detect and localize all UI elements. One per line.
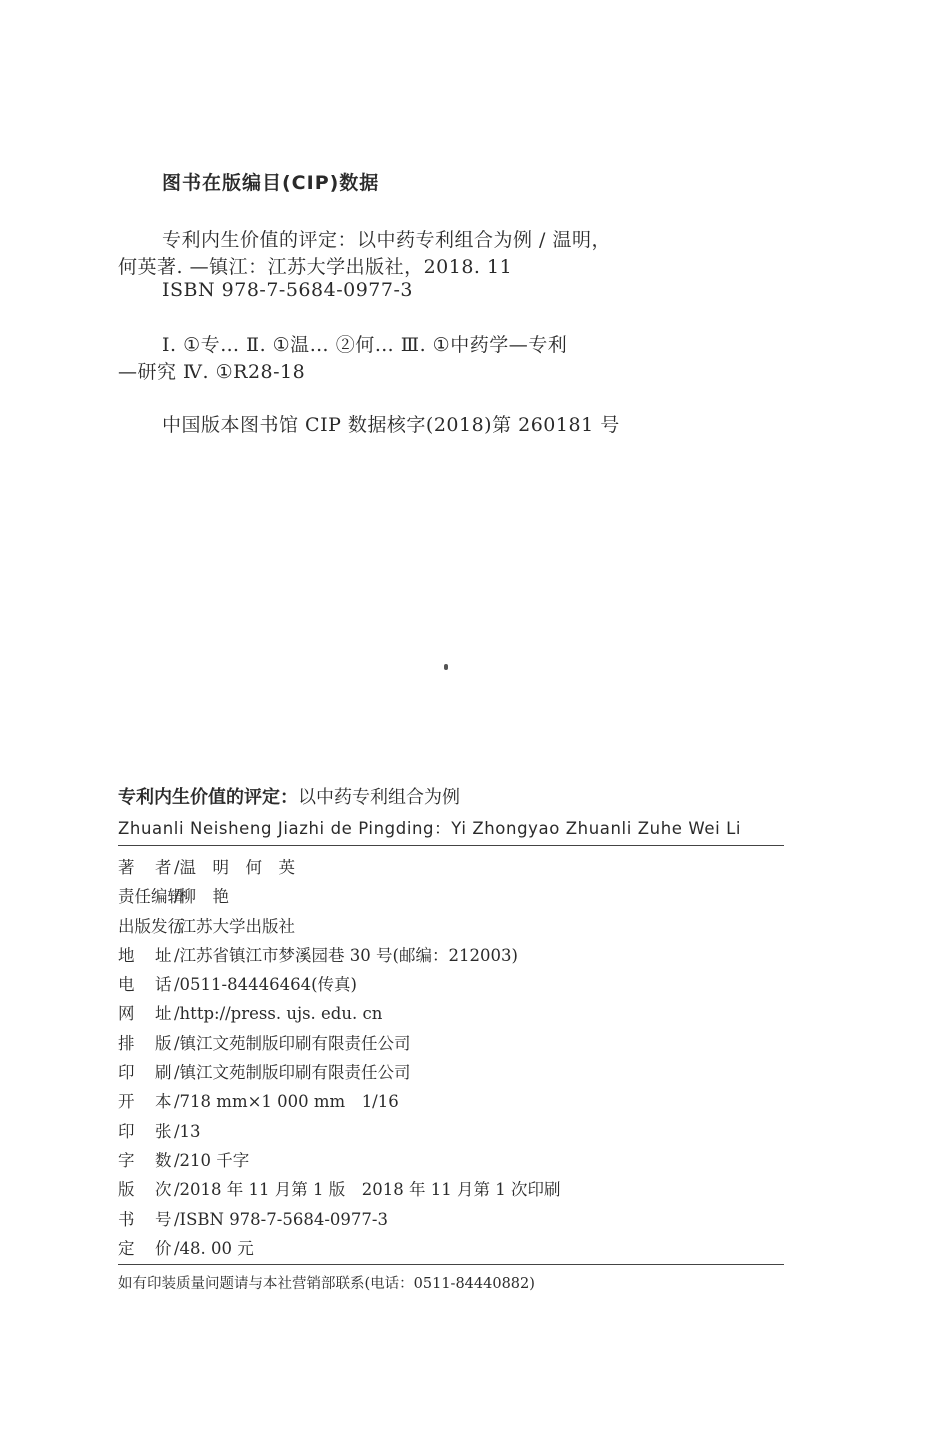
info-value: /48. 00 元 — [174, 1238, 254, 1258]
divider-bottom — [118, 1264, 784, 1265]
info-label: 排 版 — [118, 1033, 174, 1053]
info-label: 版 次 — [118, 1180, 174, 1200]
cip-line-isbn: ISBN 978-7-5684-0977-3 — [162, 279, 413, 301]
cip-line-title: 专利内生价值的评定：以中药专利组合为例 / 温明， — [162, 229, 611, 251]
info-value: /2018 年 11 月第 1 版 2018 年 11 月第 1 次印刷 — [174, 1180, 561, 1200]
info-row-phone — [118, 970, 784, 999]
info-label: 网 址 — [118, 1004, 174, 1024]
info-value: /镇江文苑制版印刷有限责任公司 — [174, 1033, 411, 1053]
info-label: 出版发行 — [118, 916, 184, 936]
info-row-price — [118, 1234, 784, 1263]
book-title — [118, 783, 460, 809]
info-label: 责任编辑 — [118, 887, 184, 907]
print-speck — [444, 664, 448, 670]
info-row-website — [118, 999, 784, 1028]
info-value: /温 明 何 英 — [174, 858, 296, 877]
info-value: /ISBN 978-7-5684-0977-3 — [174, 1209, 388, 1229]
info-label: 著 者 — [118, 858, 174, 877]
info-row-printing — [118, 1058, 784, 1087]
publication-info-list — [118, 853, 784, 1263]
info-row-publisher — [118, 912, 784, 941]
info-label: 定 价 — [118, 1238, 174, 1258]
info-label: 电 话 — [118, 975, 174, 995]
info-row-format — [118, 1087, 784, 1116]
cip-line-record-number: 中国版本图书馆 CIP 数据核字(2018)第 260181 号 — [162, 414, 620, 436]
info-label: 书 号 — [118, 1209, 174, 1229]
book-title-main: 专利内生价值的评定： — [118, 787, 298, 808]
info-value: /210 千字 — [174, 1150, 250, 1170]
info-value: /http://press. ujs. edu. cn — [174, 1004, 383, 1024]
info-label: 开 本 — [118, 1092, 174, 1112]
book-title-subtitle: 以中药专利组合为例 — [298, 787, 460, 808]
info-value: /718 mm×1 000 mm 1/16 — [174, 1092, 399, 1112]
quality-notice: 如有印装质量问题请与本社营销部联系(电话：0511-84440882) — [118, 1276, 535, 1292]
info-row-author — [118, 853, 784, 882]
info-value: /江苏大学出版社 — [174, 916, 296, 936]
cip-line-subjects: Ⅰ. ①专… Ⅱ. ①温… ②何… Ⅲ. ①中药学—专利 — [162, 334, 568, 356]
info-value: /江苏省镇江市梦溪园巷 30 号(邮编：212003) — [174, 945, 518, 965]
info-value: /镇江文苑制版印刷有限责任公司 — [174, 1063, 411, 1083]
cip-line-publisher: 何英著. —镇江：江苏大学出版社，2018. 11 — [118, 256, 513, 278]
cip-heading: 图书在版编目(CIP)数据 — [162, 172, 380, 194]
info-row-word-count — [118, 1146, 784, 1175]
cip-line-classification: —研究 Ⅳ. ①R28-18 — [118, 361, 306, 383]
info-label: 印 刷 — [118, 1063, 174, 1083]
info-value: /0511-84446464(传真) — [174, 975, 357, 995]
info-value: /13 — [174, 1121, 201, 1141]
info-row-isbn — [118, 1205, 784, 1234]
book-title-pinyin: Zhuanli Neisheng Jiazhi de Pingding：Yi Zhongyao Zhuanli Zuhe Wei Li — [118, 819, 742, 838]
divider-top — [118, 845, 784, 846]
info-label: 字 数 — [118, 1150, 174, 1170]
info-value: /柳 艳 — [174, 887, 230, 907]
info-row-address — [118, 941, 784, 970]
info-label: 印 张 — [118, 1121, 174, 1141]
info-row-typesetting — [118, 1029, 784, 1058]
info-label: 地 址 — [118, 945, 174, 965]
info-row-sheets — [118, 1117, 784, 1146]
info-row-edition — [118, 1175, 784, 1204]
info-row-editor — [118, 882, 784, 911]
